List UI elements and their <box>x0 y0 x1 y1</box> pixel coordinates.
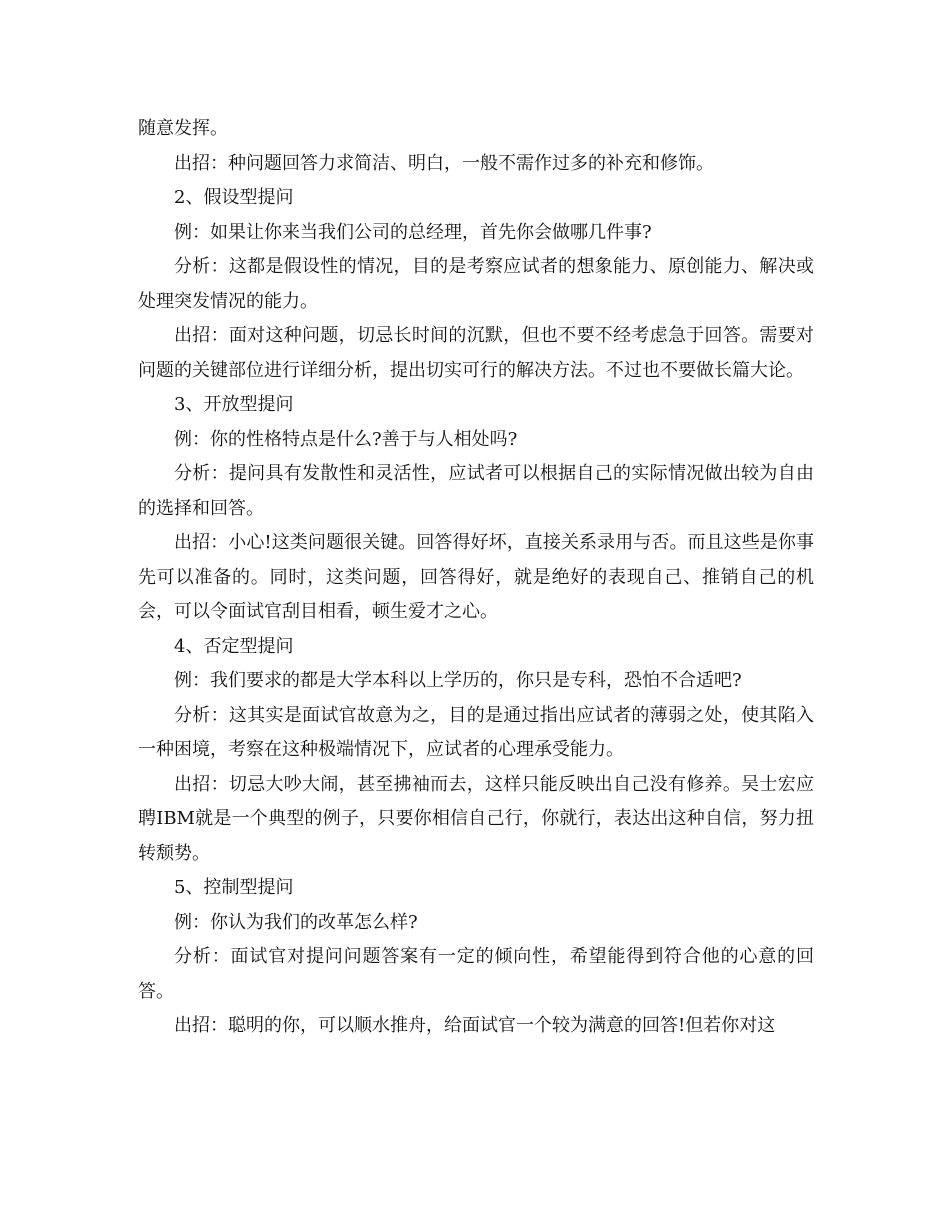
paragraph-analysis: 分析：面试官对提问问题答案有一定的倾向性，希望能得到符合他的心意的回答。 <box>138 946 814 1002</box>
paragraph-analysis: 分析：提问具有发散性和灵活性，应试者可以根据自己的实际情况做出较为自由的选择和回答。 <box>138 463 814 519</box>
paragraph-example: 例：你认为我们的改革怎么样? <box>174 911 418 933</box>
paragraph-continuation: 随意发挥。 <box>138 118 228 139</box>
paragraph-tip: 出招：聪明的你，可以顺水推舟，给面试官一个较为满意的回答!但若你对这 <box>174 1015 776 1036</box>
paragraph-example: 例：我们要求的都是大学本科以上学历的，你只是专科，恐怕不合适吧? <box>174 670 742 691</box>
paragraph-tip: 出招：种问题回答力求简洁、明白，一般不需作过多的补充和修饰。 <box>174 152 714 174</box>
paragraph-tip: 出招：切忌大吵大闹，甚至拂袖而去，这样只能反映出自己没有修养。吴士宏应聘IBM就是一个典型的例子，只要你相信自己行，你就行，表达出这种自信，努力扭转颓势。 <box>138 773 814 864</box>
section-heading-hypothetical: 2、假设型提问 <box>174 187 294 208</box>
paragraph-analysis: 分析：这都是假设性的情况，目的是考察应试者的想象能力、原创能力、解决或处理突发情况的能力。 <box>138 256 814 312</box>
paragraph-tip: 出招：小心!这类问题很关键。回答得好坏，直接关系录用与否。而且这些是你事先可以准备的。同时，这类问题，回答得好，就是绝好的表现自己、推销自己的机会，可以令面试官刮目相看，顿生爱才之心。 <box>138 532 814 622</box>
section-heading-control: 5、控制型提问 <box>174 877 294 898</box>
section-heading-open: 3、开放型提问 <box>174 394 294 415</box>
paragraph-example: 例：你的性格特点是什么?善于与人相处吗? <box>174 428 518 450</box>
paragraph-analysis: 分析：这其实是面试官故意为之，目的是通过指出应试者的薄弱之处，使其陷入一种困境，考察在这种极端情况下，应试者的心理承受能力。 <box>138 704 814 760</box>
paragraph-tip: 出招：面对这种问题，切忌长时间的沉默，但也不要不经考虑急于回答。需要对问题的关键部位进行详细分析，提出切实可行的解决方法。不过也不要做长篇大论。 <box>138 325 814 381</box>
section-heading-negative: 4、否定型提问 <box>174 635 294 657</box>
document-body <box>138 112 814 1044</box>
paragraph-example: 例：如果让你来当我们公司的总经理，首先你会做哪几件事? <box>174 221 652 243</box>
